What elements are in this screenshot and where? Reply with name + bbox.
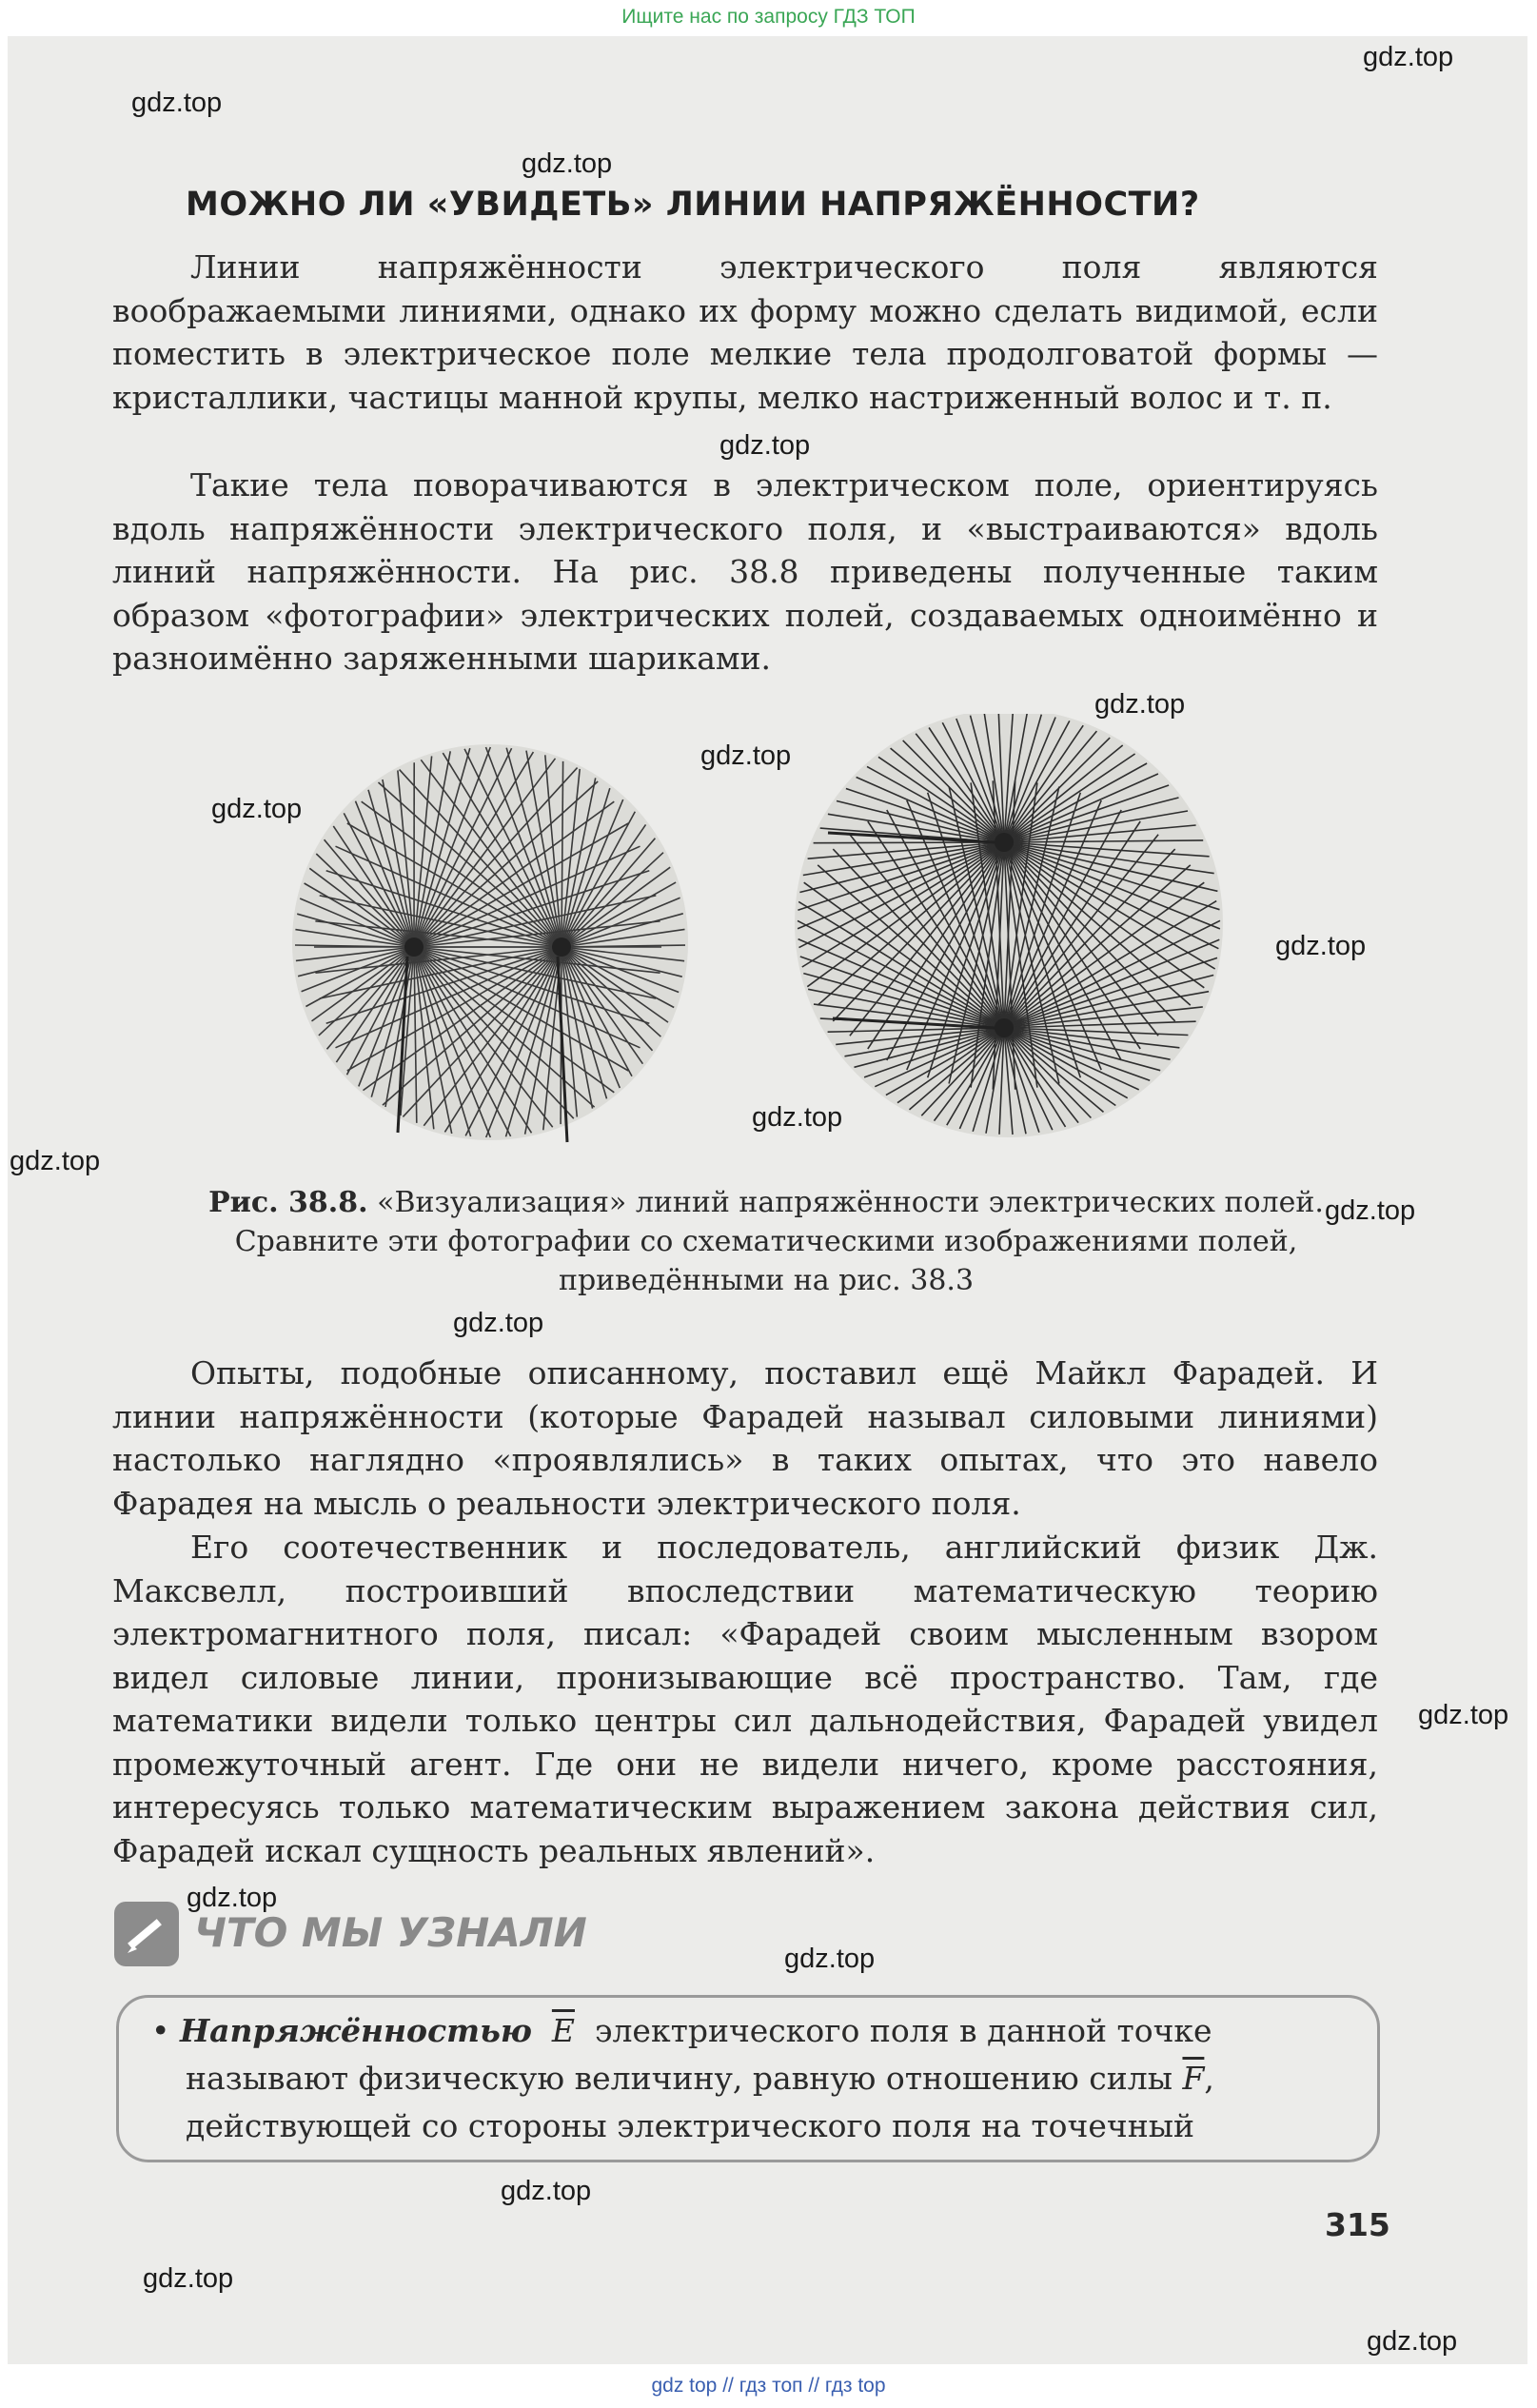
watermark: gdz.top	[1325, 1195, 1416, 1226]
watermark: gdz.top	[453, 1308, 544, 1338]
caption-text: «Визуализация» линий напряжённости электрических полей. Сравните эти фотографии со схематическими изображениями полей, приведёнными на рис. 38.3	[234, 1186, 1324, 1297]
top-banner: Ищите нас по запросу ГДЗ ТОП	[621, 6, 916, 28]
charge-1	[404, 938, 424, 957]
paragraph-4: Его соотечественник и последователь, английский физик Дж. Максвелл, построивший впоследствии математическую теорию электромагнитного поля, писал: «Фарадей своим мысленным взором видел силовые линии, пронизывающие всё пространство. Там, где математики видели только центры сил дальнодействия, Фарадей увидел промежуточный агент. Где они не видели ничего, кроме расстояния, интересуясь только математическим выражением закона действия сил, Фарадей искал сущность реальных явлений».	[112, 1529, 1378, 1869]
watermark: gdz.top	[131, 88, 223, 118]
opposite-charges-photo	[795, 714, 1223, 1137]
summary-line-1: • Напряжённостью $\overline{E}$ электрического поля в данной точке	[151, 2012, 1212, 2049]
summary-line-3: действующей со стороны электрического поля на точечный	[186, 2107, 1194, 2144]
figure-caption	[162, 1183, 1370, 1300]
charge-4	[995, 1018, 1014, 1037]
paragraph-1: Линии напряжённости электрического поля являются воображаемыми линиями, однако их форму можно сделать видимой, если поместить в электрическое поле мелкие тела продолговатой формы — кристаллики, частицы манной крупы, мелко настриженный волос и т. п.	[112, 248, 1378, 416]
watermark: gdz.top	[700, 740, 792, 771]
like-charges-disk	[292, 744, 688, 1140]
watermark: gdz.top	[1094, 689, 1186, 720]
watermark: gdz.top	[522, 148, 613, 179]
like-charges-photo	[292, 744, 688, 1142]
summary-term: Напряжённостью	[179, 2012, 532, 2049]
vector-e-symbol: $\overline{E}$	[551, 2012, 575, 2049]
watermark: gdz.top	[143, 2263, 234, 2294]
watermark: gdz.top	[1418, 1700, 1509, 1730]
watermark: gdz.top	[211, 794, 303, 824]
watermark: gdz.top	[752, 1102, 843, 1133]
summary-pencil-icon	[114, 1902, 179, 1966]
watermark: gdz.top	[10, 1146, 101, 1176]
watermark: gdz.top	[1367, 2326, 1458, 2357]
paragraph-3: Опыты, подобные описанному, поставил ещё Майкл Фарадей. И линии напряжённости (которые Фарадей называл силовыми линиями) настолько наглядно «проявлялись» в таких опытах, что это навело Фарадея на мысль о реальности электрического поля.	[112, 1354, 1378, 1522]
watermark: gdz.top	[501, 2176, 592, 2206]
bottom-banner: gdz top // гдз топ // гдз top	[651, 2375, 886, 2397]
watermark: gdz.top	[187, 1883, 278, 1913]
vector-f-symbol: $\overline{F}$	[1182, 2060, 1205, 2097]
summary-box	[116, 1995, 1380, 2162]
charge-2	[552, 938, 571, 957]
section-heading: МОЖНО ЛИ «УВИДЕТЬ» ЛИНИИ НАПРЯЖЁННОСТИ?	[186, 186, 1200, 224]
caption-label: Рис. 38.8.	[208, 1186, 368, 1219]
watermark: gdz.top	[784, 1944, 876, 1974]
page-number: 315	[1325, 2206, 1390, 2243]
watermark: gdz.top	[1275, 931, 1367, 961]
summary-title: ЧТО МЫ УЗНАЛИ	[194, 1909, 587, 1956]
charge-3	[995, 833, 1014, 852]
watermark: gdz.top	[719, 430, 811, 461]
summary-line-2: называют физическую величину, равную отношению силы $\overline{F}$,	[186, 2060, 1214, 2097]
watermark: gdz.top	[1363, 42, 1454, 72]
paragraph-2: Такие тела поворачиваются в электрическом поле, ориентируясь вдоль напряжённости электрического поля, и «выстраиваются» вдоль линий напряжённости. На рис. 38.8 приведены полученные таким образом «фотографии» электрических полей, создаваемых одноимённо и разноимённо заряженными шариками.	[112, 466, 1378, 677]
